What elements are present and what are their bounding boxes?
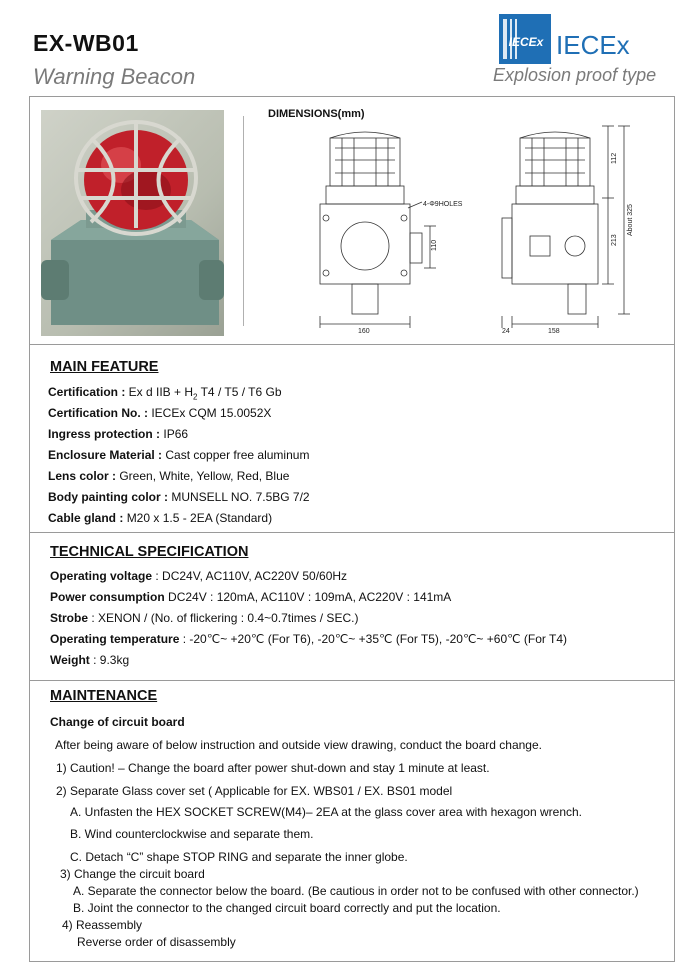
panel-divider xyxy=(243,116,244,326)
main-feature-title: MAIN FEATURE xyxy=(50,359,159,375)
enclosure-line: Enclosure Material : Cast copper free aluminum xyxy=(48,448,310,462)
product-subtitle: Warning Beacon xyxy=(33,64,196,89)
step-2: 2) Separate Glass cover set ( Applicable for EX. WBS01 / EX. BS01 model xyxy=(56,784,453,798)
step-4a: Reverse order of disassembly xyxy=(77,935,236,949)
step-3: 3) Change the circuit board xyxy=(60,867,205,881)
strobe-line: Strobe : XENON / (No. of flickering : 0.4~0.7times / SEC.) xyxy=(50,611,359,625)
maintenance-panel xyxy=(29,680,675,962)
lens-color-line: Lens color : Green, White, Yellow, Red, Blue xyxy=(48,469,290,483)
step-1: 1) Caution! – Change the board after power shut-down and stay 1 minute at least. xyxy=(56,761,490,775)
dimensions-title: DIMENSIONS(mm) xyxy=(268,108,365,120)
maintenance-subtitle: Change of circuit board xyxy=(50,715,185,729)
technical-title: TECHNICAL SPECIFICATION xyxy=(50,544,249,560)
step-3b: B. Joint the connector to the changed circuit board correctly and put the location. xyxy=(73,901,501,915)
technical-panel xyxy=(29,532,675,682)
logo-text: IECEx xyxy=(508,35,544,49)
cable-gland-line: Cable gland : M20 x 1.5 - 2EA (Standard) xyxy=(48,511,273,525)
protection-type: Explosion proof type xyxy=(493,65,657,85)
maintenance-intro: After being aware of below instruction and outside view drawing, conduct the board change. xyxy=(55,738,542,752)
step-4: 4) Reassembly xyxy=(62,918,143,932)
dim-24: 24 xyxy=(502,328,510,335)
product-photo xyxy=(41,110,224,336)
model-title: EX-WB01 xyxy=(33,30,139,56)
dim-110: 110 xyxy=(431,239,438,251)
dim-325: About 325 xyxy=(627,204,634,236)
temperature-line: Operating temperature : -20℃~ +20℃ (For T6), -20℃~ +35℃ (For T5), -20℃~ +60℃ (For T4) xyxy=(50,632,568,646)
iecex-logo xyxy=(499,14,551,64)
dim-158: 158 xyxy=(548,328,560,335)
voltage-line: Operating voltage : DC24V, AC110V, AC220V 50/60Hz xyxy=(50,569,348,583)
certification-no-line: Certification No. : IECEx CQM 15.0052X xyxy=(48,406,272,420)
weight-line: Weight : 9.3kg xyxy=(50,653,130,667)
step-2b: B. Wind counterclockwise and separate them. xyxy=(70,827,314,841)
power-line: Power consumption DC24V : 120mA, AC110V : 109mA, AC220V : 141mA xyxy=(50,590,452,604)
dim-112: 112 xyxy=(611,152,618,164)
painting-color-line: Body painting color : MUNSELL NO. 7.5BG 7/2 xyxy=(48,490,310,504)
dim-160: 160 xyxy=(358,328,370,335)
maintenance-title: MAINTENANCE xyxy=(50,688,158,704)
dim-213: 213 xyxy=(611,234,618,246)
dimension-drawing xyxy=(290,118,650,343)
certification-line: Certification : Ex d IIB + $H_2$ T4 / T5 / T6 Gb xyxy=(48,385,282,402)
brand-name: IECEx xyxy=(556,30,630,60)
step-2c: C. Detach “C” shape STOP RING and separate the inner globe. xyxy=(70,850,408,864)
ingress-line: Ingress protection : IP66 xyxy=(48,427,189,441)
holes-label: 4-Φ9HOLES xyxy=(423,201,463,208)
step-3a: A. Separate the connector below the board. (Be cautious in order not to be confused with other connector.) xyxy=(73,884,639,898)
main-feature-panel xyxy=(29,344,675,534)
step-2a: A. Unfasten the HEX SOCKET SCREW(M4)– 2EA at the glass cover area with hexagon wrench. xyxy=(70,805,583,819)
